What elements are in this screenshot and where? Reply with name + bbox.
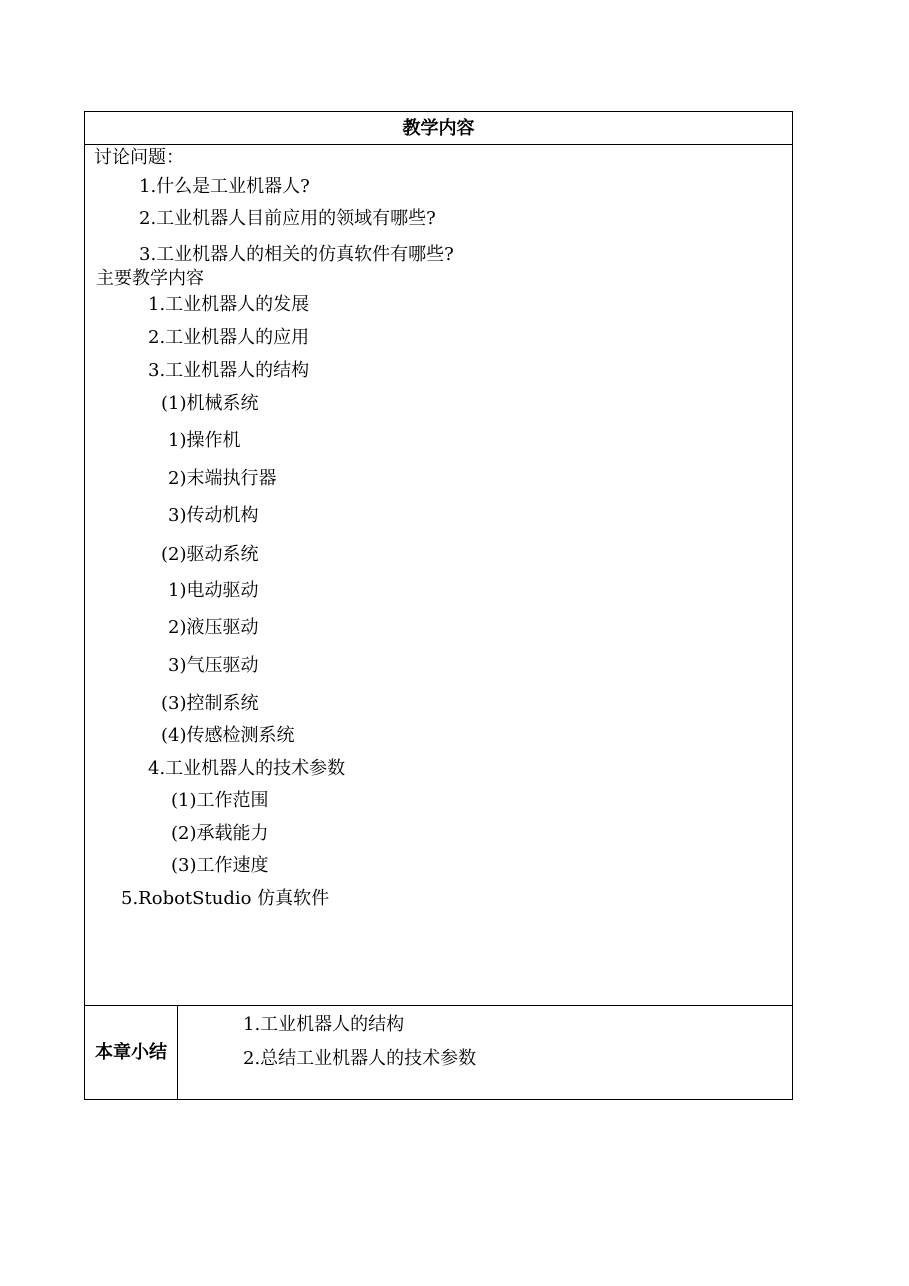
main-content-item: (2)承载能力 xyxy=(171,823,269,844)
main-content-item: 2)末端执行器 xyxy=(168,468,277,489)
main-content-item: 2.工业机器人的应用 xyxy=(148,327,310,348)
main-content-item: 3.工业机器人的结构 xyxy=(148,360,310,381)
main-content-item: (3)控制系统 xyxy=(161,693,259,714)
main-content-item: 4.工业机器人的技术参数 xyxy=(148,758,346,779)
main-content-item: 1)电动驱动 xyxy=(168,580,259,601)
main-content-item: (1)机械系统 xyxy=(161,393,259,414)
summary-item: 1.工业机器人的结构 xyxy=(243,1014,405,1035)
main-content-item: (1)工作范围 xyxy=(171,790,269,811)
main-content-item: 2)液压驱动 xyxy=(168,617,259,638)
discussion-item: 2.工业机器人目前应用的领域有哪些? xyxy=(139,208,436,229)
main-content-item: 5.RobotStudio 仿真软件 xyxy=(121,888,330,909)
main-content-item: (2)驱动系统 xyxy=(161,544,259,565)
main-content-heading: 主要教学内容 xyxy=(96,268,204,289)
table-header-teaching-content: 教学内容 xyxy=(85,112,792,145)
main-content-item: 1)操作机 xyxy=(168,430,241,451)
discussion-heading: 讨论问题： xyxy=(94,147,184,168)
main-content-item: (4)传感检测系统 xyxy=(161,725,295,746)
discussion-item: 3.工业机器人的相关的仿真软件有哪些? xyxy=(139,244,454,265)
lesson-table xyxy=(84,111,793,1100)
main-content-item: 3)气压驱动 xyxy=(168,655,259,676)
chapter-summary-row xyxy=(85,1005,792,1099)
chapter-summary-label: 本章小结 xyxy=(85,1006,178,1099)
main-content-item: 3)传动机构 xyxy=(168,505,259,526)
main-content-item: 1.工业机器人的发展 xyxy=(148,294,310,315)
teaching-content-cell xyxy=(85,145,792,1005)
summary-item: 2.总结工业机器人的技术参数 xyxy=(243,1048,477,1069)
discussion-item: 1.什么是工业机器人? xyxy=(139,176,310,197)
main-content-item: (3)工作速度 xyxy=(171,855,269,876)
